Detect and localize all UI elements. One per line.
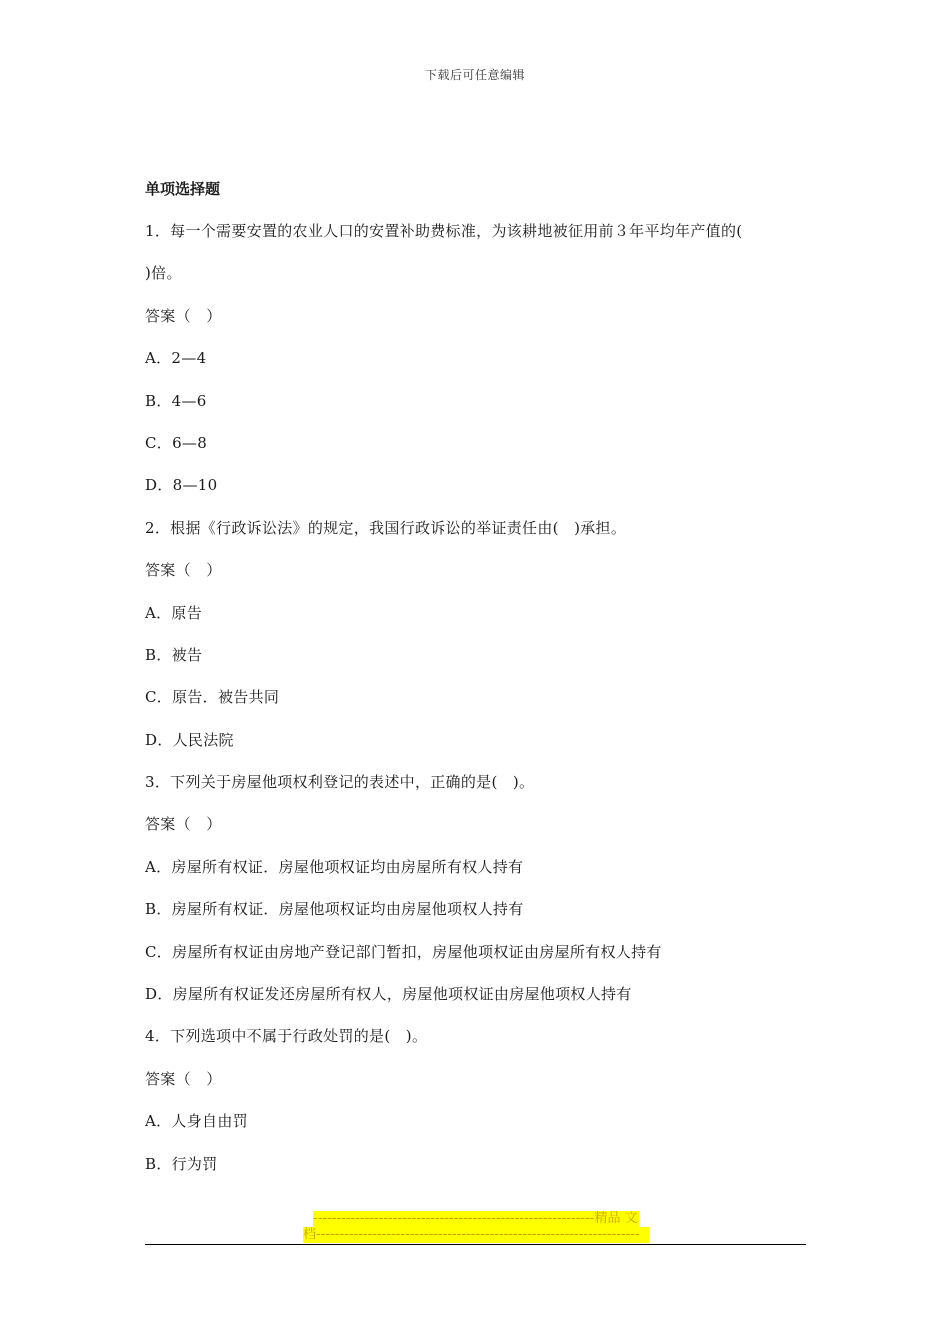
text-line: D．人民法院 <box>145 730 234 749</box>
question-list <box>145 220 815 1175</box>
footer-divider <box>145 1244 806 1245</box>
text-line: 答案（ ） <box>145 306 222 325</box>
text-line: C．6—8 <box>145 433 208 452</box>
text-line: B．房屋所有权证．房屋他项权证均由房屋他项权人持有 <box>145 900 524 919</box>
footer-highlight-line-1: ------------------------------------------------------------精品 文 <box>313 1211 638 1226</box>
text-line: 答案（ ） <box>145 561 222 580</box>
text-line: C．原告．被告共同 <box>145 688 280 707</box>
text-line: B．行为罚 <box>145 1154 218 1173</box>
text-line: 答案（ ） <box>145 1069 222 1088</box>
section-title: 单项选择题 <box>145 180 221 198</box>
text-line: )倍。 <box>145 264 182 283</box>
text-line: 1．每一个需要安置的农业人口的安置补助费标准，为该耕地被征用前３年平均年产值的( <box>145 222 743 240</box>
footer-highlight-line-2: 档--------------------------------------------------------------------- <box>303 1227 649 1243</box>
text-line: C．房屋所有权证由房地产登记部门暂扣，房屋他项权证由房屋所有权人持有 <box>145 942 662 961</box>
document-body <box>145 178 815 1195</box>
text-line: B．4—6 <box>145 391 207 410</box>
text-line: 2．根据《行政诉讼法》的规定，我国行政诉讼的举证责任由( )承担。 <box>145 518 627 537</box>
text-line: A．2—4 <box>145 349 207 368</box>
page-header: 下载后可任意编辑 <box>424 68 525 82</box>
text-line: 答案（ ） <box>145 815 222 834</box>
text-line: B．被告 <box>145 645 203 664</box>
text-line: A．人身自由罚 <box>145 1112 248 1131</box>
text-line: 4．下列选项中不属于行政处罚的是( )。 <box>145 1027 428 1046</box>
text-line: 3．下列关于房屋他项权利登记的表述中，正确的是( )。 <box>145 773 535 792</box>
text-line: D．8—10 <box>145 476 218 495</box>
text-line: D．房屋所有权证发还房屋所有权人，房屋他项权证由房屋他项权人持有 <box>145 985 632 1004</box>
text-line: A．原告 <box>145 603 203 622</box>
text-line: A．房屋所有权证．房屋他项权证均由房屋所有权人持有 <box>145 857 524 876</box>
